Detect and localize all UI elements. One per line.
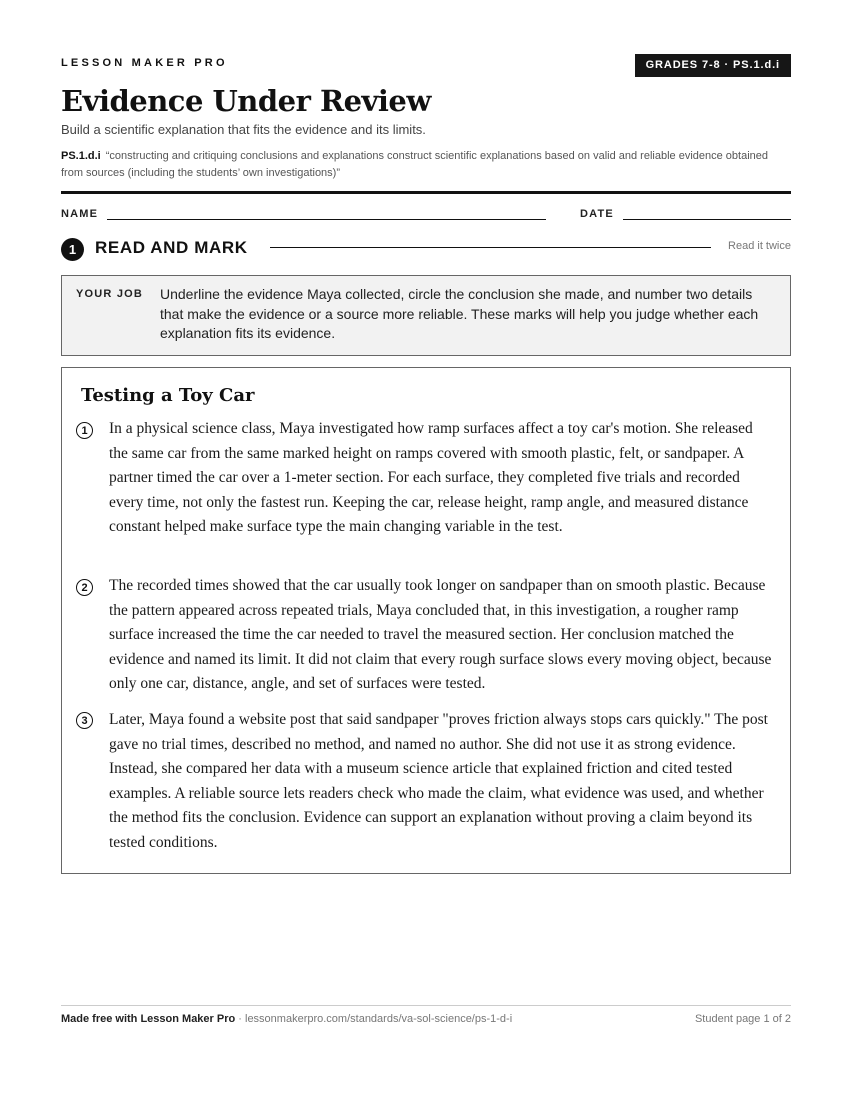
standard-text: “constructing and critiquing conclusions and explanations construct scientific explanations based on valid and reliable evidence obtained from sources (including the students’ own investigations)”	[61, 150, 768, 179]
your-job-instructions: Underline the evidence Maya collected, circle the conclusion she made, and number two details that make the evidence or a source more reliable. These marks will help you judge whether each explanation fits its evidence.	[160, 286, 759, 341]
brand-name: LESSON MAKER PRO	[61, 57, 228, 69]
paragraph-number-2: 2	[76, 579, 93, 596]
footer-credit	[61, 1013, 512, 1025]
footer-made-with: Made free with Lesson Maker Pro	[61, 1013, 236, 1025]
footer-divider	[61, 1005, 791, 1006]
section-number-badge: 1	[61, 238, 84, 261]
name-label: NAME	[61, 208, 99, 220]
paragraph-number-3: 3	[76, 712, 93, 729]
your-job-box	[61, 275, 791, 356]
footer-page-number: Student page 1 of 2	[694, 1013, 791, 1025]
name-field[interactable]	[107, 219, 546, 220]
grade-standard-badge: GRADES 7-8 · PS.1.d.i	[635, 54, 791, 77]
paragraph-number-1: 1	[76, 422, 93, 439]
date-field[interactable]	[623, 219, 791, 220]
standard-code: PS.1.d.i	[61, 150, 101, 162]
section-hint: Read it twice	[728, 240, 791, 252]
your-job-label: YOUR JOB	[76, 288, 144, 300]
date-label: DATE	[580, 208, 614, 220]
section-divider	[270, 247, 711, 248]
paragraph-1: In a physical science class, Maya investigated how ramp surfaces affect a toy car's motion. She released the same car from the same marked height on ramps covered with smooth plastic, felt, or sandpaper. A partner timed the car over a 1-meter section. For each surface, they completed five trials and recorded every time, not only the fastest run. Keeping the car, release height, ramp angle, and measured distance constant helped make surface type the main changing variable in the test.	[109, 420, 753, 535]
standard-description	[61, 148, 781, 182]
passage-title: Testing a Toy Car	[81, 385, 255, 406]
page-title: Evidence Under Review	[61, 84, 431, 118]
page-subtitle: Build a scientific explanation that fits the evidence and its limits.	[61, 122, 426, 137]
section-title: READ AND MARK	[95, 238, 248, 257]
footer-url[interactable]: · lessonmakerpro.com/standards/va-sol-science/ps-1-d-i	[235, 1013, 513, 1025]
header-divider	[61, 191, 791, 194]
paragraph-3: Later, Maya found a website post that said sandpaper "proves friction always stops cars quickly." The post gave no trial times, described no method, and named no author. She did not use it as strong evidence. Instead, she compared her data with a museum science article that explained friction and cited tested examples. A reliable source lets readers check who made the claim, what evidence was used, and whether the method fits the conclusion. Evidence can support an explanation without proving a claim beyond its tested conditions.	[109, 711, 768, 851]
paragraph-2: The recorded times showed that the car usually took longer on sandpaper than on smooth plastic. Because the pattern appeared across repeated trials, Maya concluded that, in this investigation, a rougher ramp surface increased the time the car needed to travel the measured section. Her conclusion matched the evidence and named its limit. It did not claim that every rough surface slows every moving object, because only one car, distance, angle, and set of surfaces were tested.	[109, 577, 772, 692]
reading-passage	[61, 367, 791, 874]
